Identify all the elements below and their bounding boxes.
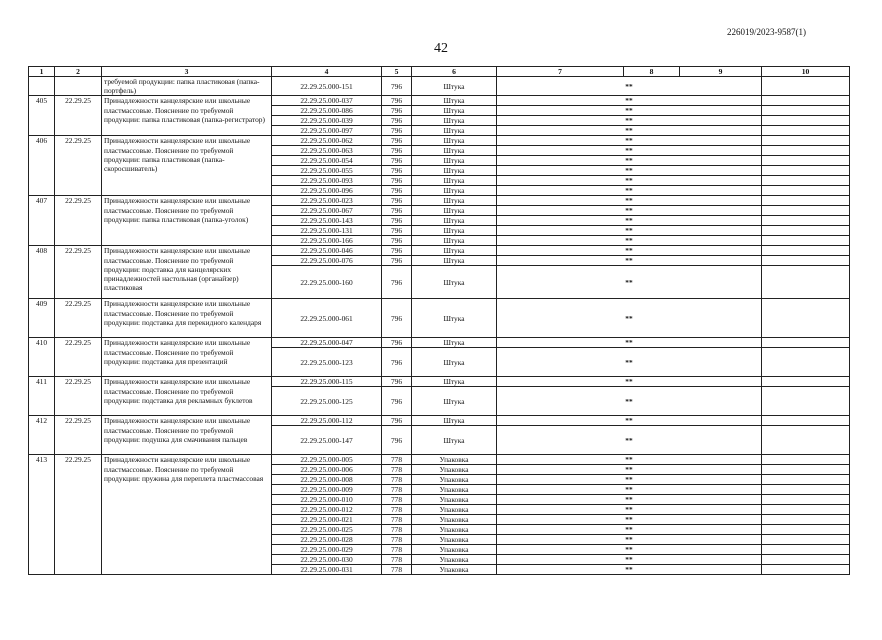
ktru-code: 22.29.25.000-010 — [272, 495, 382, 505]
item-description: Принадлежности канцелярские или школьные пластмассовые. Пояснение по требуемой продукции: папка пластиковая (папка-скоросшиватель) — [102, 136, 272, 196]
unit-name: Упаковка — [412, 535, 497, 545]
empty-cell — [762, 77, 850, 96]
unit-name: Упаковка — [412, 525, 497, 535]
okei-code: 778 — [382, 545, 412, 555]
ktru-code: 22.29.25.000-039 — [272, 116, 382, 126]
okei-code: 796 — [382, 348, 412, 377]
item-description: Принадлежности канцелярские или школьные пластмассовые. Пояснение по требуемой продукции: подставка для канцелярских принадлежностей настольная (органайзер) пластиковая — [102, 246, 272, 299]
okpd-code: 22.29.25 — [55, 455, 102, 575]
price-mark: ** — [497, 246, 762, 256]
empty-cell — [762, 106, 850, 116]
empty-cell — [762, 465, 850, 475]
okei-code: 778 — [382, 535, 412, 545]
price-mark: ** — [497, 106, 762, 116]
okei-code: 796 — [382, 196, 412, 206]
okpd-code — [55, 77, 102, 96]
ktru-code: 22.29.25.000-006 — [272, 465, 382, 475]
price-mark: ** — [497, 206, 762, 216]
unit-name: Штука — [412, 377, 497, 387]
okei-code: 778 — [382, 475, 412, 485]
ktru-code: 22.29.25.000-160 — [272, 266, 382, 299]
empty-cell — [762, 416, 850, 426]
price-mark: ** — [497, 146, 762, 156]
ktru-code: 22.29.25.000-061 — [272, 299, 382, 338]
price-mark: ** — [497, 535, 762, 545]
item-number: 405 — [29, 96, 55, 136]
page-number: 42 — [434, 41, 448, 56]
okei-code: 796 — [382, 166, 412, 176]
okei-code: 778 — [382, 555, 412, 565]
okpd-code: 22.29.25 — [55, 299, 102, 338]
item-description: Принадлежности канцелярские или школьные пластмассовые. Пояснение по требуемой продукции: подушка для смачивания пальцев — [102, 416, 272, 455]
price-mark: ** — [497, 426, 762, 455]
item-description: Принадлежности канцелярские или школьные пластмассовые. Пояснение по требуемой продукции: подставка для презентаций — [102, 338, 272, 377]
empty-cell — [762, 176, 850, 186]
item-description: Принадлежности канцелярские или школьные пластмассовые. Пояснение по требуемой продукции: подставка для перекидного календаря — [102, 299, 272, 338]
unit-name: Штука — [412, 299, 497, 338]
okpd-code: 22.29.25 — [55, 196, 102, 246]
price-mark: ** — [497, 156, 762, 166]
empty-cell — [762, 96, 850, 106]
unit-name: Штука — [412, 126, 497, 136]
okei-code: 796 — [382, 77, 412, 96]
unit-name: Штука — [412, 77, 497, 96]
okpd-code: 22.29.25 — [55, 136, 102, 196]
empty-cell — [762, 555, 850, 565]
okpd-code: 22.29.25 — [55, 338, 102, 377]
ktru-code: 22.29.25.000-029 — [272, 545, 382, 555]
item-description: Принадлежности канцелярские или школьные пластмассовые. Пояснение по требуемой продукции: папка пластиковая (папка-уголок) — [102, 196, 272, 246]
table-row — [29, 455, 850, 465]
table-row — [29, 96, 850, 106]
empty-cell — [762, 186, 850, 196]
table-row — [29, 196, 850, 206]
specification-table — [28, 66, 850, 575]
unit-name: Штука — [412, 116, 497, 126]
ktru-code: 22.29.25.000-097 — [272, 126, 382, 136]
unit-name: Штука — [412, 96, 497, 106]
okei-code: 796 — [382, 256, 412, 266]
ktru-code: 22.29.25.000-046 — [272, 246, 382, 256]
price-mark: ** — [497, 525, 762, 535]
ktru-code: 22.29.25.000-147 — [272, 426, 382, 455]
item-description: требуемой продукции: папка пластиковая (папка-портфель) — [102, 77, 272, 96]
price-mark: ** — [497, 505, 762, 515]
ktru-code: 22.29.25.000-112 — [272, 416, 382, 426]
ktru-code: 22.29.25.000-028 — [272, 535, 382, 545]
okei-code: 796 — [382, 176, 412, 186]
okei-code: 778 — [382, 495, 412, 505]
empty-cell — [762, 216, 850, 226]
empty-cell — [762, 348, 850, 377]
unit-name: Упаковка — [412, 495, 497, 505]
unit-name: Штука — [412, 166, 497, 176]
column-header: 8 — [624, 67, 680, 77]
price-mark: ** — [497, 299, 762, 338]
empty-cell — [762, 505, 850, 515]
ktru-code: 22.29.25.000-055 — [272, 166, 382, 176]
empty-cell — [762, 299, 850, 338]
empty-cell — [762, 535, 850, 545]
okei-code: 796 — [382, 136, 412, 146]
item-number: 411 — [29, 377, 55, 416]
price-mark: ** — [497, 485, 762, 495]
unit-name: Упаковка — [412, 455, 497, 465]
price-mark: ** — [497, 565, 762, 575]
ktru-code: 22.29.25.000-054 — [272, 156, 382, 166]
ktru-code: 22.29.25.000-021 — [272, 515, 382, 525]
okpd-code: 22.29.25 — [55, 246, 102, 299]
table-row — [29, 136, 850, 146]
unit-name: Упаковка — [412, 475, 497, 485]
okei-code: 796 — [382, 226, 412, 236]
okei-code: 796 — [382, 236, 412, 246]
okei-code: 796 — [382, 299, 412, 338]
column-header: 6 — [412, 67, 497, 77]
column-header: 4 — [272, 67, 382, 77]
ktru-code: 22.29.25.000-067 — [272, 206, 382, 216]
unit-name: Штука — [412, 246, 497, 256]
okei-code: 796 — [382, 246, 412, 256]
empty-cell — [762, 146, 850, 156]
column-header: 2 — [55, 67, 102, 77]
unit-name: Штука — [412, 216, 497, 226]
table-row — [29, 377, 850, 387]
price-mark: ** — [497, 176, 762, 186]
unit-name: Штука — [412, 196, 497, 206]
empty-cell — [762, 166, 850, 176]
item-number: 413 — [29, 455, 55, 575]
document-number: 226019/2023-9587(1) — [727, 27, 806, 37]
ktru-code: 22.29.25.000-047 — [272, 338, 382, 348]
empty-cell — [762, 485, 850, 495]
price-mark: ** — [497, 515, 762, 525]
ktru-code: 22.29.25.000-030 — [272, 555, 382, 565]
okei-code: 796 — [382, 266, 412, 299]
price-mark: ** — [497, 196, 762, 206]
price-mark: ** — [497, 545, 762, 555]
column-header: 7 — [497, 67, 624, 77]
empty-cell — [762, 475, 850, 485]
unit-name: Штука — [412, 416, 497, 426]
item-number: 412 — [29, 416, 55, 455]
empty-cell — [762, 515, 850, 525]
okei-code: 796 — [382, 206, 412, 216]
ktru-code: 22.29.25.000-115 — [272, 377, 382, 387]
unit-name: Упаковка — [412, 465, 497, 475]
item-number: 406 — [29, 136, 55, 196]
ktru-code: 22.29.25.000-023 — [272, 196, 382, 206]
price-mark: ** — [497, 216, 762, 226]
ktru-code: 22.29.25.000-131 — [272, 226, 382, 236]
unit-name: Упаковка — [412, 485, 497, 495]
price-mark: ** — [497, 226, 762, 236]
empty-cell — [762, 525, 850, 535]
empty-cell — [762, 236, 850, 246]
ktru-code: 22.29.25.000-005 — [272, 455, 382, 465]
ktru-code: 22.29.25.000-025 — [272, 525, 382, 535]
empty-cell — [762, 126, 850, 136]
item-number — [29, 77, 55, 96]
ktru-code: 22.29.25.000-143 — [272, 216, 382, 226]
empty-cell — [762, 136, 850, 146]
okei-code: 796 — [382, 146, 412, 156]
okei-code: 796 — [382, 126, 412, 136]
item-description: Принадлежности канцелярские или школьные пластмассовые. Пояснение по требуемой продукции: папка пластиковая (папка-регистратор) — [102, 96, 272, 136]
empty-cell — [762, 377, 850, 387]
empty-cell — [762, 246, 850, 256]
ktru-code: 22.29.25.000-012 — [272, 505, 382, 515]
empty-cell — [762, 565, 850, 575]
okpd-code: 22.29.25 — [55, 96, 102, 136]
price-mark: ** — [497, 495, 762, 505]
item-number: 408 — [29, 246, 55, 299]
item-number: 407 — [29, 196, 55, 246]
column-header: 1 — [29, 67, 55, 77]
unit-name: Упаковка — [412, 545, 497, 555]
unit-name: Штука — [412, 176, 497, 186]
item-number: 409 — [29, 299, 55, 338]
price-mark: ** — [497, 166, 762, 176]
table-row — [29, 246, 850, 256]
unit-name: Упаковка — [412, 515, 497, 525]
okei-code: 778 — [382, 485, 412, 495]
price-mark: ** — [497, 455, 762, 465]
ktru-code: 22.29.25.000-062 — [272, 136, 382, 146]
okei-code: 796 — [382, 338, 412, 348]
table-row — [29, 338, 850, 348]
price-mark: ** — [497, 266, 762, 299]
price-mark: ** — [497, 116, 762, 126]
unit-name: Штука — [412, 387, 497, 416]
price-mark: ** — [497, 348, 762, 377]
empty-cell — [762, 156, 850, 166]
okei-code: 796 — [382, 426, 412, 455]
unit-name: Штука — [412, 146, 497, 156]
okei-code: 796 — [382, 96, 412, 106]
ktru-code: 22.29.25.000-086 — [272, 106, 382, 116]
unit-name: Штука — [412, 348, 497, 377]
price-mark: ** — [497, 136, 762, 146]
price-mark: ** — [497, 377, 762, 387]
empty-cell — [762, 495, 850, 505]
empty-cell — [762, 116, 850, 126]
ktru-code: 22.29.25.000-123 — [272, 348, 382, 377]
price-mark: ** — [497, 77, 762, 96]
okei-code: 796 — [382, 377, 412, 387]
unit-name: Упаковка — [412, 555, 497, 565]
column-header-row — [29, 67, 850, 77]
price-mark: ** — [497, 186, 762, 196]
price-mark: ** — [497, 338, 762, 348]
unit-name: Штука — [412, 338, 497, 348]
okpd-code: 22.29.25 — [55, 377, 102, 416]
unit-name: Штука — [412, 256, 497, 266]
price-mark: ** — [497, 416, 762, 426]
empty-cell — [762, 455, 850, 465]
ktru-code: 22.29.25.000-151 — [272, 77, 382, 96]
column-header: 9 — [680, 67, 762, 77]
ktru-code: 22.29.25.000-093 — [272, 176, 382, 186]
item-description: Принадлежности канцелярские или школьные пластмассовые. Пояснение по требуемой продукции: подставка для рекламных буклетов — [102, 377, 272, 416]
okei-code: 778 — [382, 505, 412, 515]
column-header: 5 — [382, 67, 412, 77]
ktru-code: 22.29.25.000-008 — [272, 475, 382, 485]
empty-cell — [762, 266, 850, 299]
table-row — [29, 77, 850, 96]
unit-name: Штука — [412, 186, 497, 196]
unit-name: Штука — [412, 226, 497, 236]
okei-code: 796 — [382, 156, 412, 166]
unit-name: Штука — [412, 206, 497, 216]
empty-cell — [762, 338, 850, 348]
ktru-code: 22.29.25.000-096 — [272, 186, 382, 196]
ktru-code: 22.29.25.000-166 — [272, 236, 382, 246]
price-mark: ** — [497, 126, 762, 136]
price-mark: ** — [497, 256, 762, 266]
price-mark: ** — [497, 475, 762, 485]
ktru-code: 22.29.25.000-009 — [272, 485, 382, 495]
empty-cell — [762, 226, 850, 236]
ktru-code: 22.29.25.000-125 — [272, 387, 382, 416]
empty-cell — [762, 426, 850, 455]
item-number: 410 — [29, 338, 55, 377]
okei-code: 796 — [382, 106, 412, 116]
okei-code: 778 — [382, 455, 412, 465]
okei-code: 796 — [382, 387, 412, 416]
unit-name: Упаковка — [412, 565, 497, 575]
price-mark: ** — [497, 555, 762, 565]
unit-name: Штука — [412, 236, 497, 246]
column-header: 10 — [762, 67, 850, 77]
empty-cell — [762, 256, 850, 266]
table-row — [29, 299, 850, 338]
empty-cell — [762, 545, 850, 555]
unit-name: Штука — [412, 106, 497, 116]
price-mark: ** — [497, 465, 762, 475]
okei-code: 796 — [382, 216, 412, 226]
okei-code: 778 — [382, 465, 412, 475]
price-mark: ** — [497, 96, 762, 106]
unit-name: Штука — [412, 426, 497, 455]
unit-name: Штука — [412, 266, 497, 299]
ktru-code: 22.29.25.000-031 — [272, 565, 382, 575]
unit-name: Упаковка — [412, 505, 497, 515]
okei-code: 796 — [382, 116, 412, 126]
item-description: Принадлежности канцелярские или школьные пластмассовые. Пояснение по требуемой продукции: пружина для переплета пластмассовая — [102, 455, 272, 575]
ktru-code: 22.29.25.000-076 — [272, 256, 382, 266]
okei-code: 796 — [382, 186, 412, 196]
price-mark: ** — [497, 236, 762, 246]
column-header: 3 — [102, 67, 272, 77]
unit-name: Штука — [412, 156, 497, 166]
price-mark: ** — [497, 387, 762, 416]
unit-name: Штука — [412, 136, 497, 146]
empty-cell — [762, 196, 850, 206]
empty-cell — [762, 387, 850, 416]
okpd-code: 22.29.25 — [55, 416, 102, 455]
empty-cell — [762, 206, 850, 216]
okei-code: 778 — [382, 525, 412, 535]
okei-code: 796 — [382, 416, 412, 426]
ktru-code: 22.29.25.000-063 — [272, 146, 382, 156]
ktru-code: 22.29.25.000-037 — [272, 96, 382, 106]
okei-code: 778 — [382, 565, 412, 575]
table-row — [29, 416, 850, 426]
okei-code: 778 — [382, 515, 412, 525]
